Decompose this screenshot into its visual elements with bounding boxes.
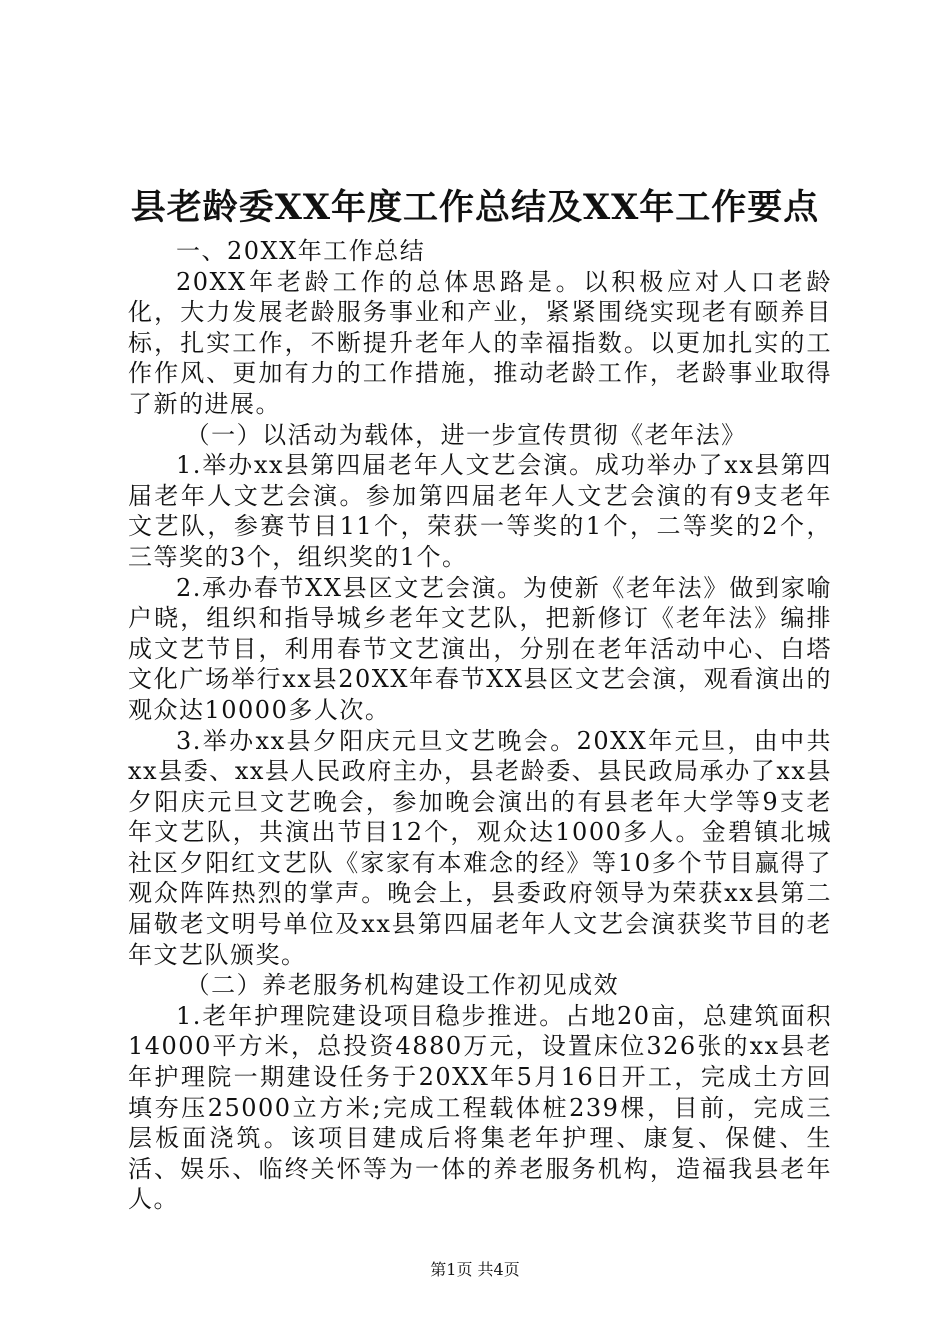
document-body: [128, 236, 832, 1215]
section-heading: 一、20XX年工作总结: [176, 237, 426, 265]
paragraph: 1.举办xx县第四届老年人文艺会演。成功举办了xx县第四届老年人文艺会演。参加第四届老年人文艺会演的有9支老年文艺队，参赛节目11个，荣获一等奖的1个，二等奖的2个，三等奖的3个，组织奖的1个。: [128, 451, 832, 571]
subsection-heading: （一）以活动为载体，进一步宣传贯彻《老年法》: [185, 420, 747, 449]
paragraph: 20XX年老龄工作的总体思路是。以积极应对人口老龄化，大力发展老龄服务事业和产业，紧紧围绕实现老有颐养目标，扎实工作，不断提升老年人的幸福指数。以更加扎实的工作作风、更加有力的工作措施，推动老龄工作，老龄事业取得了新的进展。: [128, 267, 832, 418]
paragraph: 3.举办xx县夕阳庆元旦文艺晚会。20XX年元旦，由中共xx县委、xx县人民政府主办，县老龄委、县民政局承办了xx县夕阳庆元旦文艺晚会，参加晚会演出的有县老年大学等9支老年文艺队，共演出节目12个，观众达1000多人。金碧镇北城社区夕阳红文艺队《家家有本难念的经》等10多个节目赢得了观众阵阵热烈的掌声。晚会上，县委政府领导为荣获xx县第二届敬老文明号单位及xx县第四届老年人文艺会演获奖节目的老年文艺队颁奖。: [128, 726, 832, 969]
page-footer: 第1页 共4页: [430, 1260, 520, 1279]
paragraph: 2.承办春节XX县区文艺会演。为使新《老年法》做到家喻户晓，组织和指导城乡老年文艺队，把新修订《老年法》编排成文艺节目，利用春节文艺演出，分别在老年活动中心、白塔文化广场举行xx县20XX年春节XX县区文艺会演，观看演出的观众达10000多人次。: [128, 573, 832, 724]
document-title: 县老龄委XX年度工作总结及XX年工作要点: [130, 187, 820, 228]
paragraph: 1.老年护理院建设项目稳步推进。占地20亩，总建筑面积14000平方米，总投资4880万元，设置床位326张的xx县老年护理院一期建设任务于20XX年5月16日开工，完成土方回填夯压25000立方米;完成工程载体桩239棵，目前，完成三层板面浇筑。该项目建成后将集老年护理、康复、保健、生活、娱乐、临终关怀等为一体的养老服务机构，造福我县老年人。: [128, 1001, 832, 1214]
subsection-heading: （二）养老服务机构建设工作初见成效: [185, 971, 620, 1000]
